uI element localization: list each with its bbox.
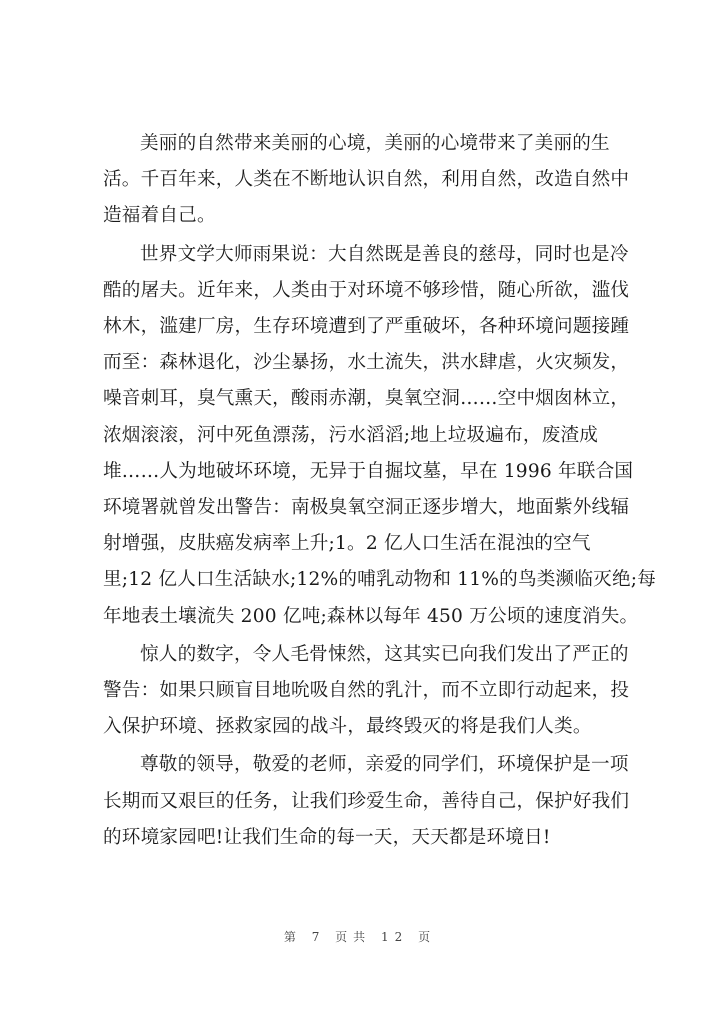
text-line: 造福着自己。 <box>103 205 216 227</box>
text-line: 美丽的自然带来美丽的心境，美丽的心境带来了美丽的生 <box>140 133 610 154</box>
paragraph-2 <box>103 237 656 635</box>
text-line: 的环境家园吧!让我们生命的每一天，天天都是环境日! <box>103 826 551 848</box>
text-line: 林木，滥建厂房，生存环境遭到了严重破坏，各种环境问题接踵 <box>103 316 630 338</box>
text-line: 里;12 亿人口生活缺水;12%的哺乳动物和 11%的鸟类濒临灭绝;每 <box>103 569 656 591</box>
text-line: 尊敬的领导，敬爱的老师，亲爱的同学们，环境保护是一项 <box>140 754 629 776</box>
text-line: 噪音刺耳，臭气熏天，酸雨赤潮，臭氧空洞……空中烟囱林立， <box>103 388 630 410</box>
text-line: 而至：森林退化，沙尘暴扬，水土流失，洪水肆虐，火灾频发， <box>103 352 630 374</box>
text-line: 年地表土壤流失 200 亿吨;森林以每年 450 万公顷的速度消失。 <box>103 605 639 627</box>
text-line: 警告：如果只顾盲目地吮吸自然的乳汁，而不立即行动起来，投 <box>103 680 630 702</box>
text-line: 酷的屠夫。近年来，人类由于对环境不够珍惜，随心所欲，滥伐 <box>103 279 630 301</box>
text-line: 浓烟滚滚，河中死鱼漂荡，污水滔滔;地上垃圾遍布，废渣成 <box>103 424 599 446</box>
document-body <box>103 126 656 858</box>
text-line: 入保护环境、拯救家园的战斗，最终毁灭的将是我们人类。 <box>103 716 592 738</box>
text-line: 世界文学大师雨果说：大自然既是善良的慈母，同时也是冷 <box>140 243 629 265</box>
page-number-footer: 第 7 页共 12 页 <box>283 930 437 944</box>
paragraph-3 <box>103 637 630 746</box>
text-line: 射增强，皮肤癌发病率上升;1。2 亿人口生活在混浊的空气 <box>103 533 591 555</box>
text-line: 堆……人为地破坏环境，无异于自掘坟墓，早在 1996 年联合国 <box>103 460 634 482</box>
paragraph-4 <box>103 747 630 856</box>
text-line: 惊人的数字，令人毛骨悚然，这其实已向我们发出了严正的 <box>140 643 629 665</box>
paragraph-1 <box>103 126 630 235</box>
text-line: 长期而又艰巨的任务，让我们珍爱生命，善待自己，保护好我们 <box>103 790 630 812</box>
text-line: 活。千百年来，人类在不断地认识自然，利用自然，改造自然中 <box>103 169 630 191</box>
text-line: 环境署就曾发出警告：南极臭氧空洞正逐步增大，地面紫外线辐 <box>103 497 630 519</box>
